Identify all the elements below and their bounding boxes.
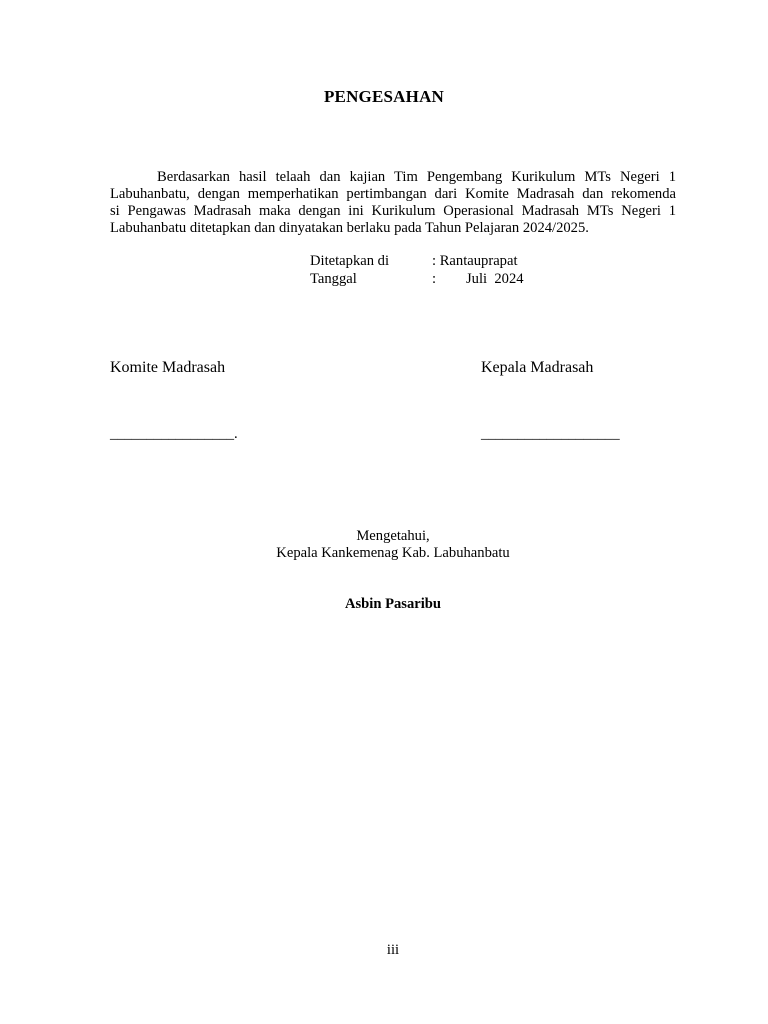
page-title: PENGESAHAN <box>323 87 445 106</box>
page-number: iii <box>386 942 400 958</box>
paragraph-line: si Pengawas Madrasah maka dengan ini Kurikulum Operasional Madrasah MTs Negeri 1 <box>110 203 676 219</box>
date-label: Tanggal <box>310 271 357 287</box>
paragraph-line: Labuhanbatu ditetapkan dan dinyatakan berlaku pada Tahun Pelajaran 2024/2025. <box>110 220 589 236</box>
date-value: Juli 2024 <box>466 271 524 287</box>
paragraph-line: Labuhanbatu, dengan memperhatikan pertimbangan dari Komite Madrasah dan rekomenda <box>110 186 676 202</box>
paragraph-line: Berdasarkan hasil telaah dan kajian Tim Pengembang Kurikulum MTs Negeri 1 <box>157 169 676 185</box>
committee-title: Komite Madrasah <box>110 359 226 376</box>
committee-signature-line: _________________. <box>110 426 238 442</box>
principal-signature-line: ___________________ <box>481 426 620 442</box>
principal-title: Kepala Madrasah <box>481 359 594 376</box>
place-value: : Rantauprapat <box>432 253 518 269</box>
acknowledgement-position: Kepala Kankemenag Kab. Labuhanbatu <box>276 545 510 561</box>
place-label: Ditetapkan di <box>310 253 390 269</box>
date-colon: : <box>432 271 437 287</box>
acknowledgement-label: Mengetahui, <box>356 528 430 544</box>
acknowledger-name: Asbin Pasaribu <box>344 596 442 612</box>
